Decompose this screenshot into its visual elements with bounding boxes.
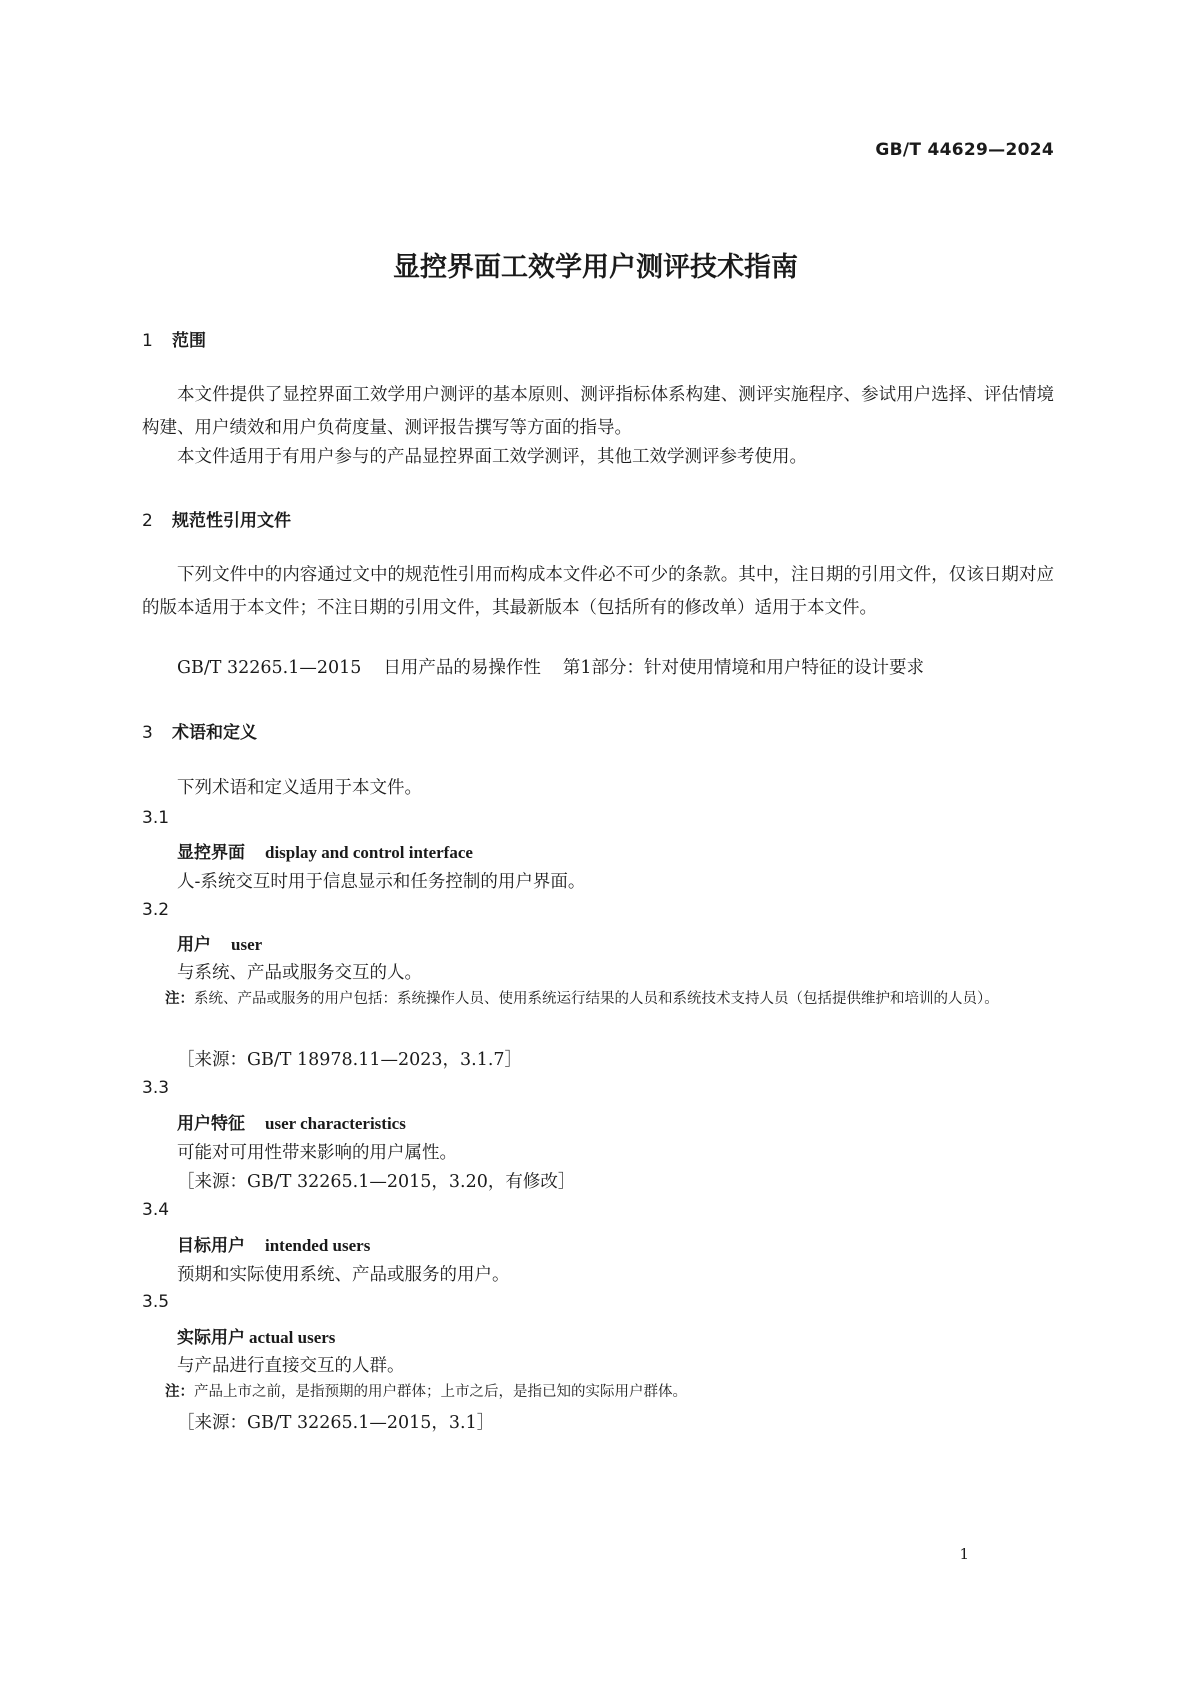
section-title: 规范性引用文件 (172, 511, 291, 531)
term-entry (177, 930, 262, 955)
term-definition: 人-系统交互时用于信息显示和任务控制的用户界面。 (177, 872, 586, 892)
term-english: user characteristics (265, 1114, 406, 1133)
section-2-heading (142, 506, 291, 531)
reference-part: 第1部分：针对使用情境和用户特征的设计要求 (562, 658, 925, 678)
section-1-heading (142, 326, 206, 351)
section-title: 范围 (172, 331, 206, 351)
term-number: 3.4 (142, 1200, 170, 1220)
term-chinese: 目标用户 (177, 1236, 245, 1256)
section-3-intro: 下列术语和定义适用于本文件。 (177, 778, 422, 798)
term-english: actual users (249, 1328, 336, 1347)
term-number: 3.5 (142, 1292, 170, 1312)
term-entry (177, 1109, 406, 1134)
term-english: intended users (265, 1236, 371, 1255)
normative-reference (177, 654, 924, 679)
term-source: ［来源：GB/T 32265.1—2015，3.1］ (177, 1413, 495, 1433)
term-source: ［来源：GB/T 32265.1—2015，3.20，有修改］ (177, 1172, 576, 1192)
term-chinese: 用户特征 (177, 1114, 245, 1134)
term-source: ［来源：GB/T 18978.11—2023，3.1.7］ (177, 1050, 523, 1070)
section-1-paragraph-2: 本文件适用于有用户参与的产品显控界面工效学测评，其他工效学测评参考使用。 (177, 447, 807, 467)
section-3-heading (142, 718, 257, 743)
document-title: 显控界面工效学用户测评技术指南 (393, 252, 798, 283)
section-number: 3 (142, 723, 153, 743)
term-note (165, 985, 1045, 1014)
term-english: user (231, 935, 263, 954)
note-label: 注： (165, 1384, 194, 1400)
section-title: 术语和定义 (172, 723, 257, 743)
section-number: 2 (142, 511, 153, 531)
term-definition: 预期和实际使用系统、产品或服务的用户。 (177, 1265, 510, 1285)
note-text: 系统、产品或服务的用户包括：系统操作人员、使用系统运行结果的人员和系统技术支持人员（包括提供维护和培训的人员）。 (194, 991, 999, 1007)
term-entry (177, 1231, 370, 1256)
reference-title: 日用产品的易操作性 (383, 658, 541, 678)
section-1-paragraph-1: 本文件提供了显控界面工效学用户测评的基本原则、测评指标体系构建、测评实施程序、参试用户选择、评估情境构建、用户绩效和用户负荷度量、测评报告撰写等方面的指导。 (142, 385, 1054, 438)
note-text: 产品上市之前，是指预期的用户群体；上市之后，是指已知的实际用户群体。 (194, 1384, 687, 1400)
term-chinese: 显控界面 (177, 843, 245, 863)
term-entry (177, 1323, 335, 1348)
term-definition: 与系统、产品或服务交互的人。 (177, 963, 422, 983)
term-chinese: 实际用户 (177, 1328, 245, 1348)
term-chinese: 用户 (177, 935, 211, 955)
section-2-paragraph-1: 下列文件中的内容通过文中的规范性引用而构成本文件必不可少的条款。其中，注日期的引用文件，仅该日期对应的版本适用于本文件；不注日期的引用文件，其最新版本（包括所有的修改单）适用于本文件。 (142, 565, 1054, 618)
term-number: 3.1 (142, 808, 170, 828)
term-definition: 可能对可用性带来影响的用户属性。 (177, 1143, 457, 1163)
term-definition: 与产品进行直接交互的人群。 (177, 1356, 405, 1376)
note-label: 注： (165, 991, 194, 1007)
term-note (165, 1378, 1045, 1407)
term-english: display and control interface (265, 843, 473, 862)
term-entry (177, 838, 473, 863)
section-number: 1 (142, 331, 153, 351)
term-number: 3.2 (142, 900, 170, 920)
document-code: GB/T 44629—2024 (875, 140, 1054, 160)
reference-code: GB/T 32265.1—2015 (177, 658, 362, 678)
term-number: 3.3 (142, 1078, 170, 1098)
page-number: 1 (959, 1545, 969, 1563)
